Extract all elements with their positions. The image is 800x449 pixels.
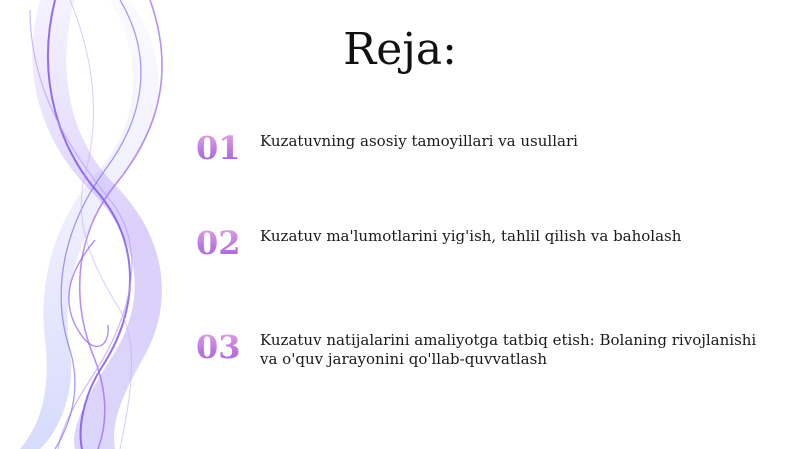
item-text: Kuzatuv natijalarini amaliyotga tatbiq etish: Bolaning rivojlanishi va o'quv jarayonini qo'llab-quvvatlash — [260, 331, 757, 368]
item-number: 01 — [196, 131, 260, 165]
item-number: 02 — [196, 226, 260, 260]
item-text: Kuzatuvning asosiy tamoyillari va usullari — [260, 132, 578, 150]
purple-smoke-decoration — [0, 0, 200, 449]
list-item — [196, 330, 760, 369]
slide-title: Reja: — [343, 24, 457, 75]
item-text: Kuzatuv ma'lumotlarini yig'ish, tahlil qilish va baholash — [260, 227, 682, 245]
item-number: 03 — [196, 330, 260, 364]
list-item — [196, 226, 760, 260]
list-item — [196, 131, 760, 165]
